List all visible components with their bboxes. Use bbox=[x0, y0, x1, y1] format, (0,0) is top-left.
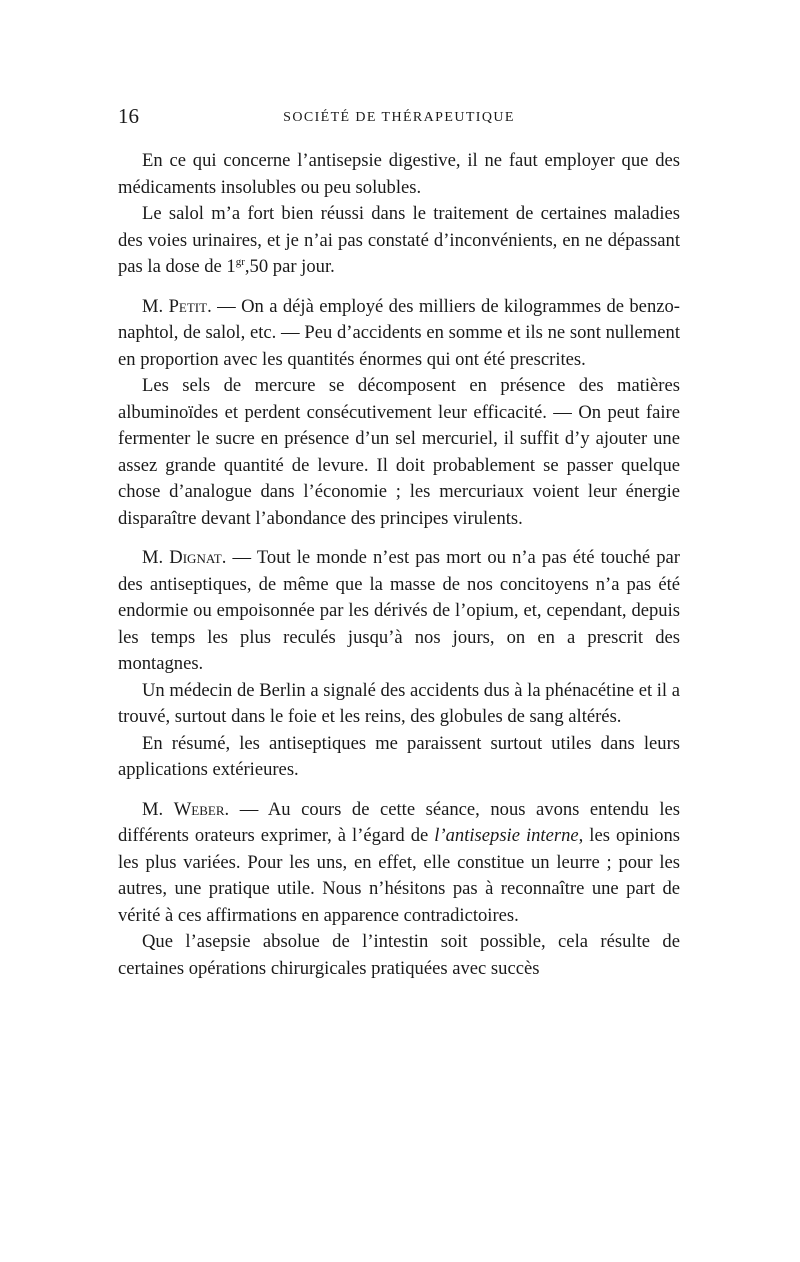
gram-abbreviation: gr bbox=[235, 255, 245, 268]
page-number: 16 bbox=[118, 104, 139, 128]
book-page bbox=[118, 104, 680, 982]
paragraph-text: Le salol m’a fort bien réussi dans le traitement de certaines maladies des voies urinaires, et je n’ai pas constaté d’inconvénients, en ne dépassant pas la dose de 1 bbox=[118, 203, 680, 277]
speaker-prefix: M. bbox=[142, 798, 174, 820]
paragraph-asepsie bbox=[118, 929, 680, 982]
speaker-prefix: M. bbox=[142, 547, 170, 568]
speaker-name: Petit bbox=[168, 295, 208, 317]
paragraph-antisepsie-digestive bbox=[118, 148, 680, 201]
paragraph-text: . — Tout le monde n’est pas mort ou n’a pas été touché par des antiseptiques, de même que la masse de nos concitoyens n’a pas été endormie ou empoisonnée par les dérivés de l’opium, et, cependant, depuis les temps les plus reculés jusqu’à nos jours, on en a prescrit des montagnes. bbox=[118, 547, 680, 674]
paragraph-text: Un médecin de Berlin a signalé des accidents dus à la phénacétine et il a trouvé, surtout dans le foie et les reins, des globules de sang altérés. bbox=[118, 679, 680, 727]
speaker-name: Weber bbox=[173, 798, 225, 820]
running-title: SOCIÉTÉ DE THÉRAPEUTIQUE bbox=[283, 110, 515, 125]
paragraph-text: . — On a déjà employé des milliers de kilogrammes de benzo-naphtol, de salol, etc. — Peu d’accidents en somme et ils ne sont nullement en proportion avec les quantités énormes qui ont été prescrites. bbox=[118, 295, 680, 370]
speaker-name: Dignat bbox=[169, 547, 222, 568]
paragraph-salol bbox=[118, 201, 680, 281]
paragraph-berlin bbox=[118, 678, 680, 731]
paragraph-text: ,50 par jour. bbox=[244, 256, 335, 277]
paragraph-text: Les sels de mercure se décomposent en présence des matières albuminoïdes et perdent consécutivement leur efficacité. — On peut faire fermenter le sucre en présence d’un sel mercuriel, il suffit d’y ajouter une assez grande quantité de levure. Il doit probablement se passer quelque chose d’analogue dans l’économie ; les mercuriaux voient leur énergie disparaître devant l’abondance des principes virulents. bbox=[118, 375, 680, 529]
paragraph-text: En résumé, les antiseptiques me paraissent surtout utiles dans leurs applications extérieures. bbox=[118, 732, 680, 780]
paragraph-text: Que l’asepsie absolue de l’intestin soit possible, cela résulte de certaines opérations chirurgicales pratiquées avec succès bbox=[118, 931, 680, 979]
speaker-prefix: M. bbox=[142, 295, 169, 317]
paragraph-dignat bbox=[118, 545, 680, 678]
paragraph-text: . — Au cours de cette séance, nous avons entendu les différents orateurs exprimer, à l’égard de bbox=[118, 798, 680, 846]
running-head bbox=[118, 104, 680, 134]
paragraph-text: , les opinions les plus variées. Pour les uns, en effet, elle constitue un leurre ; pour les autres, une pratique utile. Nous n’hésitons pas à reconnaître une part de vérité à ces affirmations en apparence contradictoires. bbox=[118, 825, 680, 926]
paragraph-text: En ce qui concerne l’antisepsie digestive, il ne faut employer que des médicaments insolubles ou peu solubles. bbox=[118, 150, 680, 198]
paragraph-resume bbox=[118, 731, 680, 784]
paragraph-petit bbox=[118, 294, 680, 374]
paragraph-weber bbox=[118, 797, 680, 930]
italic-term: l’antisepsie interne bbox=[434, 825, 579, 846]
paragraph-mercure bbox=[118, 373, 680, 532]
